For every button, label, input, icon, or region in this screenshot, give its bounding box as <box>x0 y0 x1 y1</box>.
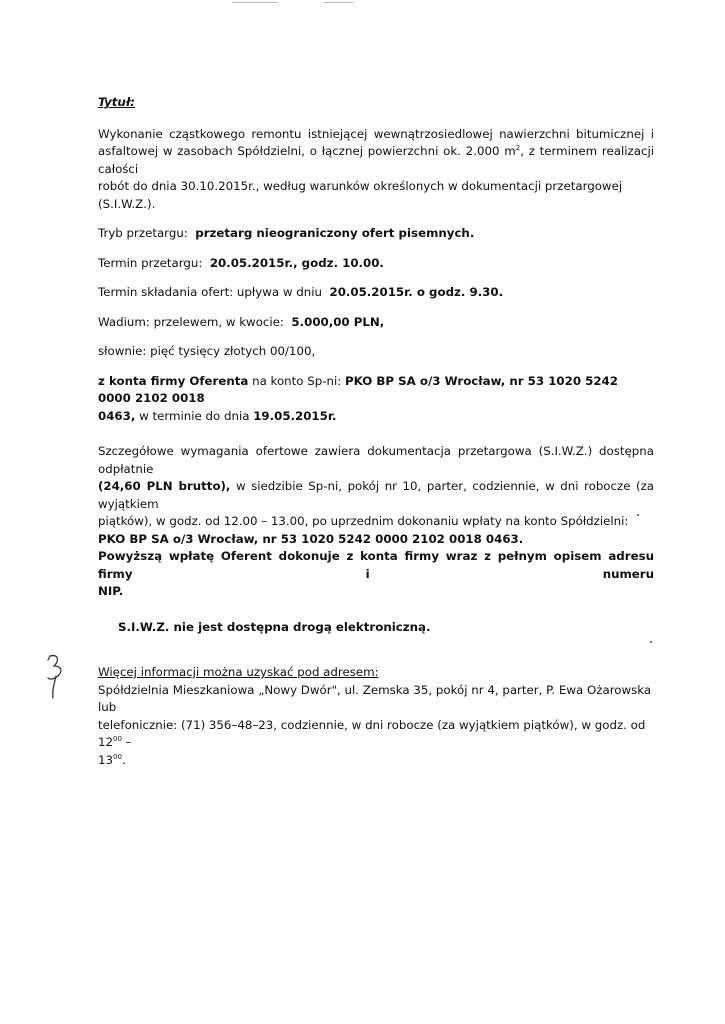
wadium-line <box>98 314 654 332</box>
details-price: (24,60 PLN brutto), <box>98 479 231 493</box>
superscript: 00 <box>113 752 122 761</box>
wadium-value: 5.000,00 PLN, <box>291 314 385 329</box>
description-line: Wykonanie cząstkowego remontu istniejącej wewnątrzosiedlowej nawierzchni bitumicznej i <box>98 126 654 141</box>
details-account: PKO BP SA o/3 Wrocław, nr 53 1020 5242 0000 2102 0018 0463. <box>98 531 524 546</box>
description-line: , z terminem realizacji całości <box>98 144 655 176</box>
mode-value: przetarg nieograniczony ofert pisemnych. <box>195 226 475 240</box>
info-paragraph <box>98 664 654 769</box>
account-label: na konto Sp-ni: <box>252 373 342 388</box>
account-deadline: 19.05.2015r. <box>253 408 337 423</box>
scan-mark <box>324 2 354 3</box>
description-line: asfaltowej w zasobach Spółdzielni, o łącznej powierzchni ok. 2.000 m <box>98 144 516 158</box>
description-line: robót do dnia 30.10.2015r., według warunków określonych w dokumentacji przetargowej (S.I.W.Z.). <box>98 179 623 211</box>
signature-mark <box>44 652 74 700</box>
mode-line <box>98 225 654 243</box>
account-paragraph <box>98 373 654 426</box>
account-deadline-label: w terminie do dnia <box>139 408 250 423</box>
details-line: w siedzibie Sp-ni, pokój nr 10, parter, codziennie, w dni robocze (za wyjątkiem <box>98 479 655 511</box>
details-line: NIP. <box>98 584 124 598</box>
account-source: z konta firmy Oferenta <box>98 373 249 388</box>
info-line: telefonicznie: (71) 356–48–23, codziennie, w dni robocze (za wyjątkiem piątków), w godz. od 12 <box>98 717 646 749</box>
words-line: słownie: pięć tysięcy złotych 00/100, <box>98 344 316 358</box>
date-label: Termin przetargu: <box>98 255 203 270</box>
info-line: Spółdzielnia Mieszkaniowa „Nowy Dwór", ul. Zemska 35, pokój nr 4, parter, P. Ewa Ożarowska lub <box>98 682 652 714</box>
details-paragraph <box>98 443 654 601</box>
account-number: PKO BP SA o/3 Wrocław, nr 53 1020 5242 0000 2102 0018 <box>98 373 618 405</box>
info-line: – <box>121 735 132 749</box>
siwz-note: S.I.W.Z. nie jest dostępna drogą elektroniczną. <box>118 619 431 634</box>
date-line <box>98 255 654 273</box>
superscript: 2 <box>515 144 521 153</box>
scan-speck <box>637 514 639 516</box>
info-heading: Więcej informacji można uzyskać pod adresem: <box>98 665 379 679</box>
info-line: . <box>121 752 126 767</box>
mode-label: Tryb przetargu: <box>98 226 188 240</box>
details-line: Powyższą wpłatę Oferent dokonuje z konta firmy wraz z pełnym opisem adresu firmy i numeru <box>98 549 654 581</box>
superscript: 00 <box>113 735 122 744</box>
scan-speck <box>650 641 652 643</box>
description-paragraph <box>98 126 654 214</box>
document-body <box>98 94 654 781</box>
deadline-value: 20.05.2015r. o godz. 9.30. <box>329 285 504 299</box>
details-line: Szczegółowe wymagania ofertowe zawiera dokumentacja przetargowa (S.I.W.Z.) dostępna odpłatnie <box>98 444 654 476</box>
document-title: Tytuł: <box>98 95 135 109</box>
account-number-end: 0463, <box>98 408 136 423</box>
date-value: 20.05.2015r., godz. 10.00. <box>209 255 384 270</box>
wadium-label: Wadium: przelewem, w kwocie: <box>98 314 284 329</box>
deadline-line <box>98 284 654 302</box>
details-line: piątków), w godz. od 12.00 – 13.00, po uprzednim dokonaniu wpłaty na konto Spółdzielni: <box>98 514 629 528</box>
deadline-label: Termin składania ofert: upływa w dniu <box>98 285 322 299</box>
info-line: 13 <box>98 752 114 767</box>
scan-mark <box>232 2 278 3</box>
